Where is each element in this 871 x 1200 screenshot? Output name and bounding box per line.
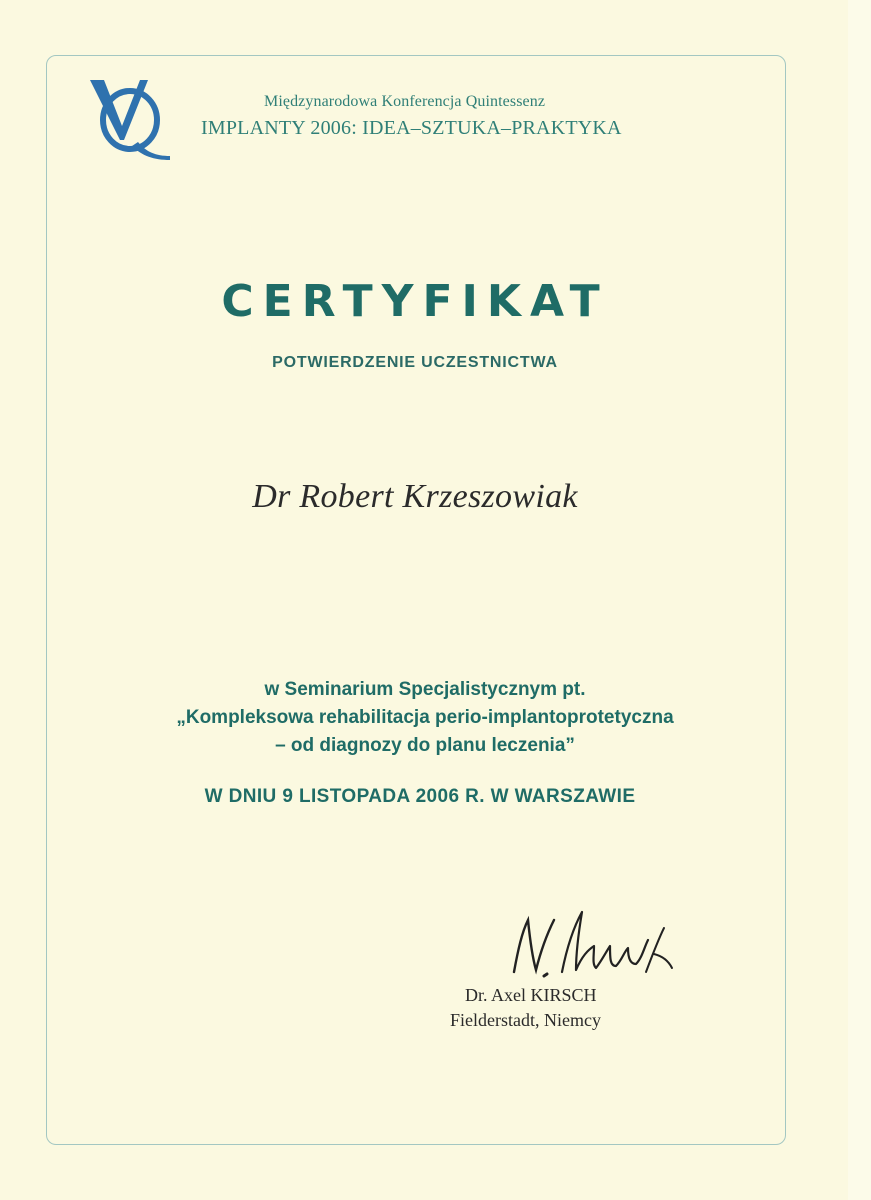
seminar-intro: w Seminarium Specjalistycznym pt.	[264, 679, 586, 700]
quintessenz-logo	[86, 76, 172, 160]
seminar-title-line-2: – od diagnozy do planu leczenia”	[275, 735, 575, 756]
seminar-title-line-1: „Kompleksowa rehabilitacja perio-implantoprotetyczna	[176, 707, 674, 728]
event-date-location: W DNIU 9 LISTOPADA 2006 R. W WARSZAWIE	[204, 786, 636, 807]
signer-location: Fielderstadt, Niemcy	[450, 1010, 601, 1030]
conference-title: IMPLANTY 2006: IDEA–SZTUKA–PRAKTYKA	[201, 117, 622, 139]
recipient-name: Dr Robert Krzeszowiak	[252, 478, 578, 515]
certificate-title: CERTYFIKAT	[221, 276, 609, 327]
seminar-block	[0, 676, 850, 760]
signature-image	[506, 906, 676, 984]
certificate-subtitle: POTWIERDZENIE UCZESTNICTWA	[272, 354, 558, 371]
paper-edge	[848, 0, 871, 1200]
signer-name: Dr. Axel KIRSCH	[465, 985, 597, 1005]
conference-name: Międzynarodowa Konferencja Quintessenz	[264, 93, 546, 110]
